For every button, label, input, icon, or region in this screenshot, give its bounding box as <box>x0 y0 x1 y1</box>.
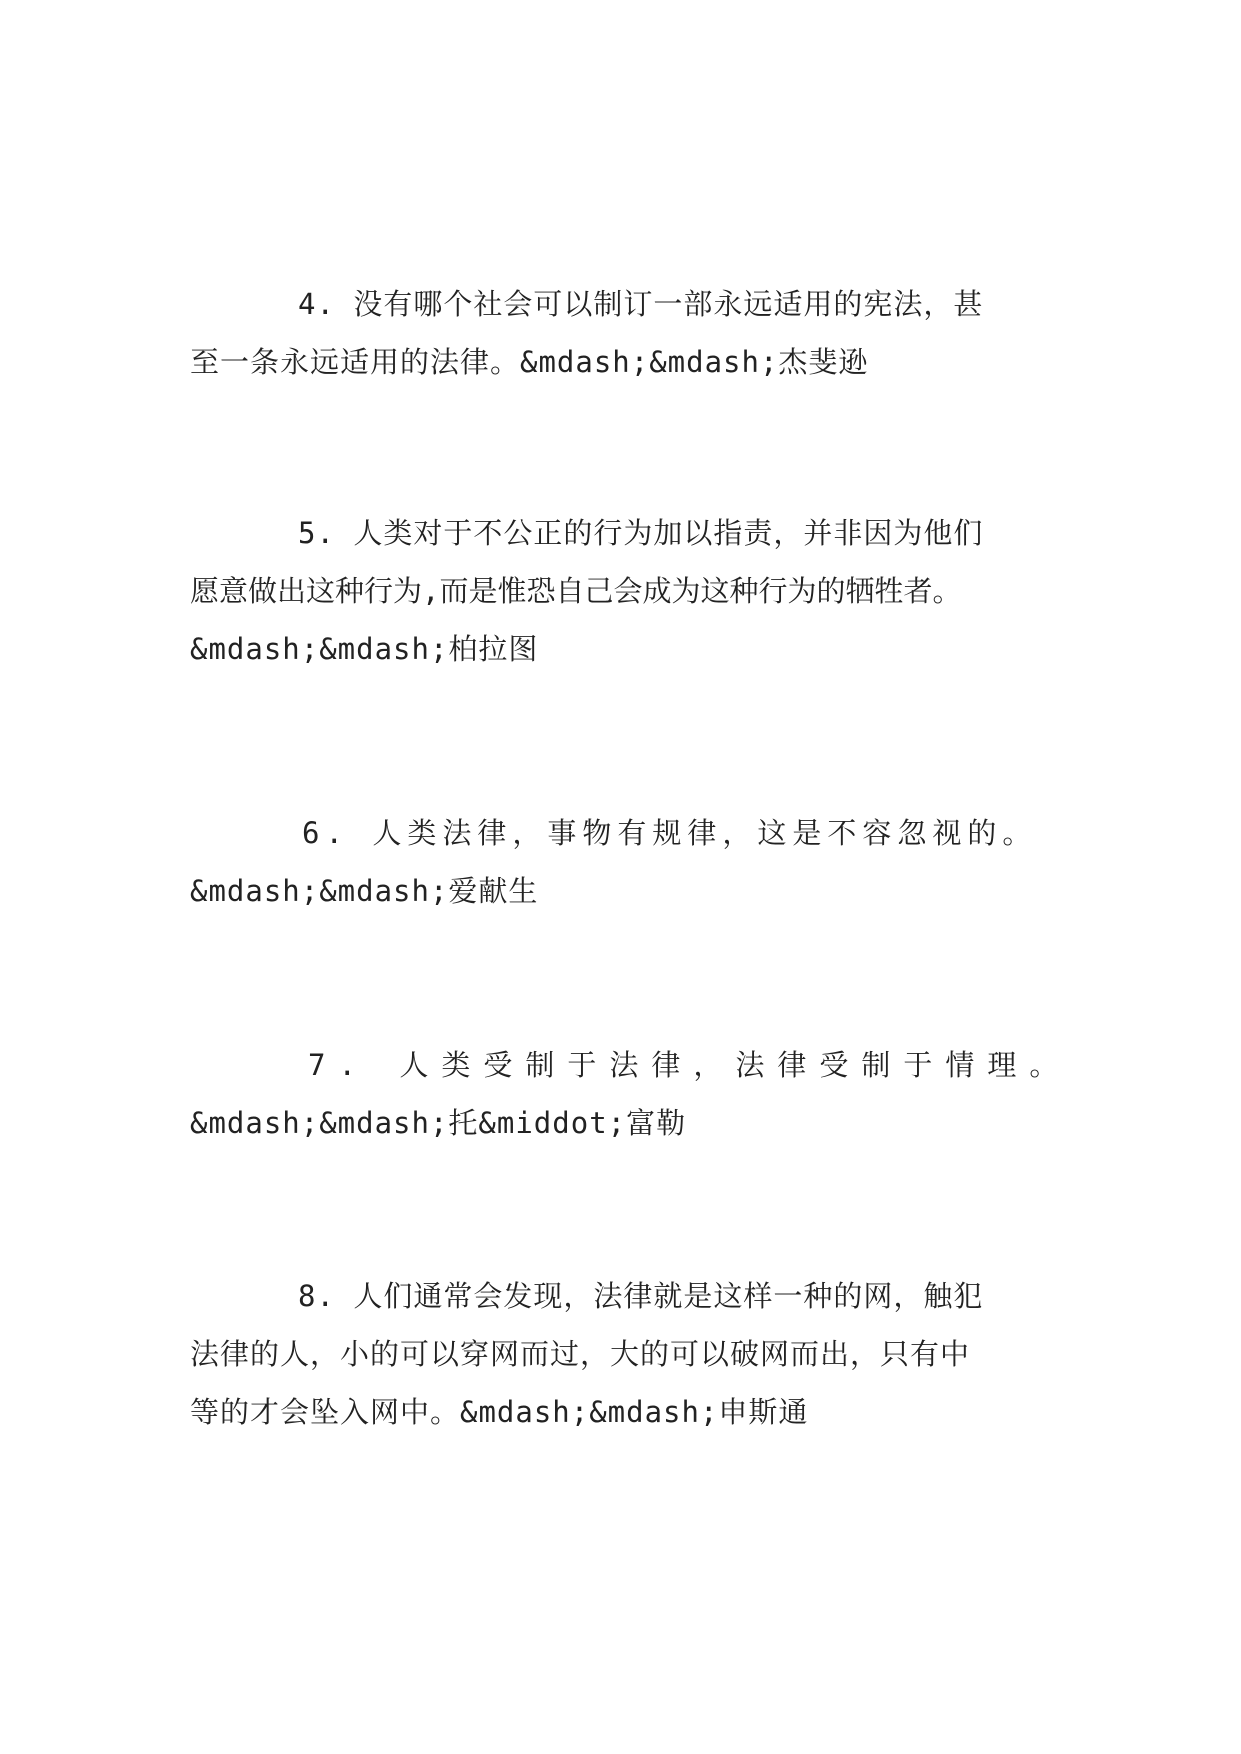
quote-line: 至一条永远适用的法律。&mdash;&mdash;杰斐逊 <box>190 345 869 379</box>
quote-6 <box>190 804 1052 920</box>
quote-line: &mdash;&mdash;托&middot;富勒 <box>190 1106 687 1140</box>
quote-line: &mdash;&mdash;爱献生 <box>190 874 539 908</box>
quote-4 <box>190 275 1052 391</box>
quote-7 <box>190 1036 1072 1152</box>
quote-line: &mdash;&mdash;柏拉图 <box>190 632 539 666</box>
quote-line: 6. 人类法律，事物有规律，这是不容忽视的。 <box>302 816 1038 850</box>
quote-5 <box>190 504 1052 678</box>
quote-line: 法律的人，小的可以穿网而过，大的可以破网而出，只有中 <box>190 1337 971 1371</box>
quote-line: 7. 人类受制于法律，法律受制于情理。 <box>308 1048 1072 1082</box>
quote-line: 4. 没有哪个社会可以制订一部永远适用的宪法，甚 <box>298 287 984 321</box>
quote-8 <box>190 1267 1052 1441</box>
quote-line: 5. 人类对于不公正的行为加以指责，并非因为他们 <box>298 516 984 550</box>
quote-line: 愿意做出这种行为,而是惟恐自己会成为这种行为的牺牲者。 <box>190 574 962 608</box>
quote-line: 等的才会坠入网中。&mdash;&mdash;申斯通 <box>190 1395 809 1429</box>
quote-line: 8. 人们通常会发现，法律就是这样一种的网，触犯 <box>298 1279 984 1313</box>
